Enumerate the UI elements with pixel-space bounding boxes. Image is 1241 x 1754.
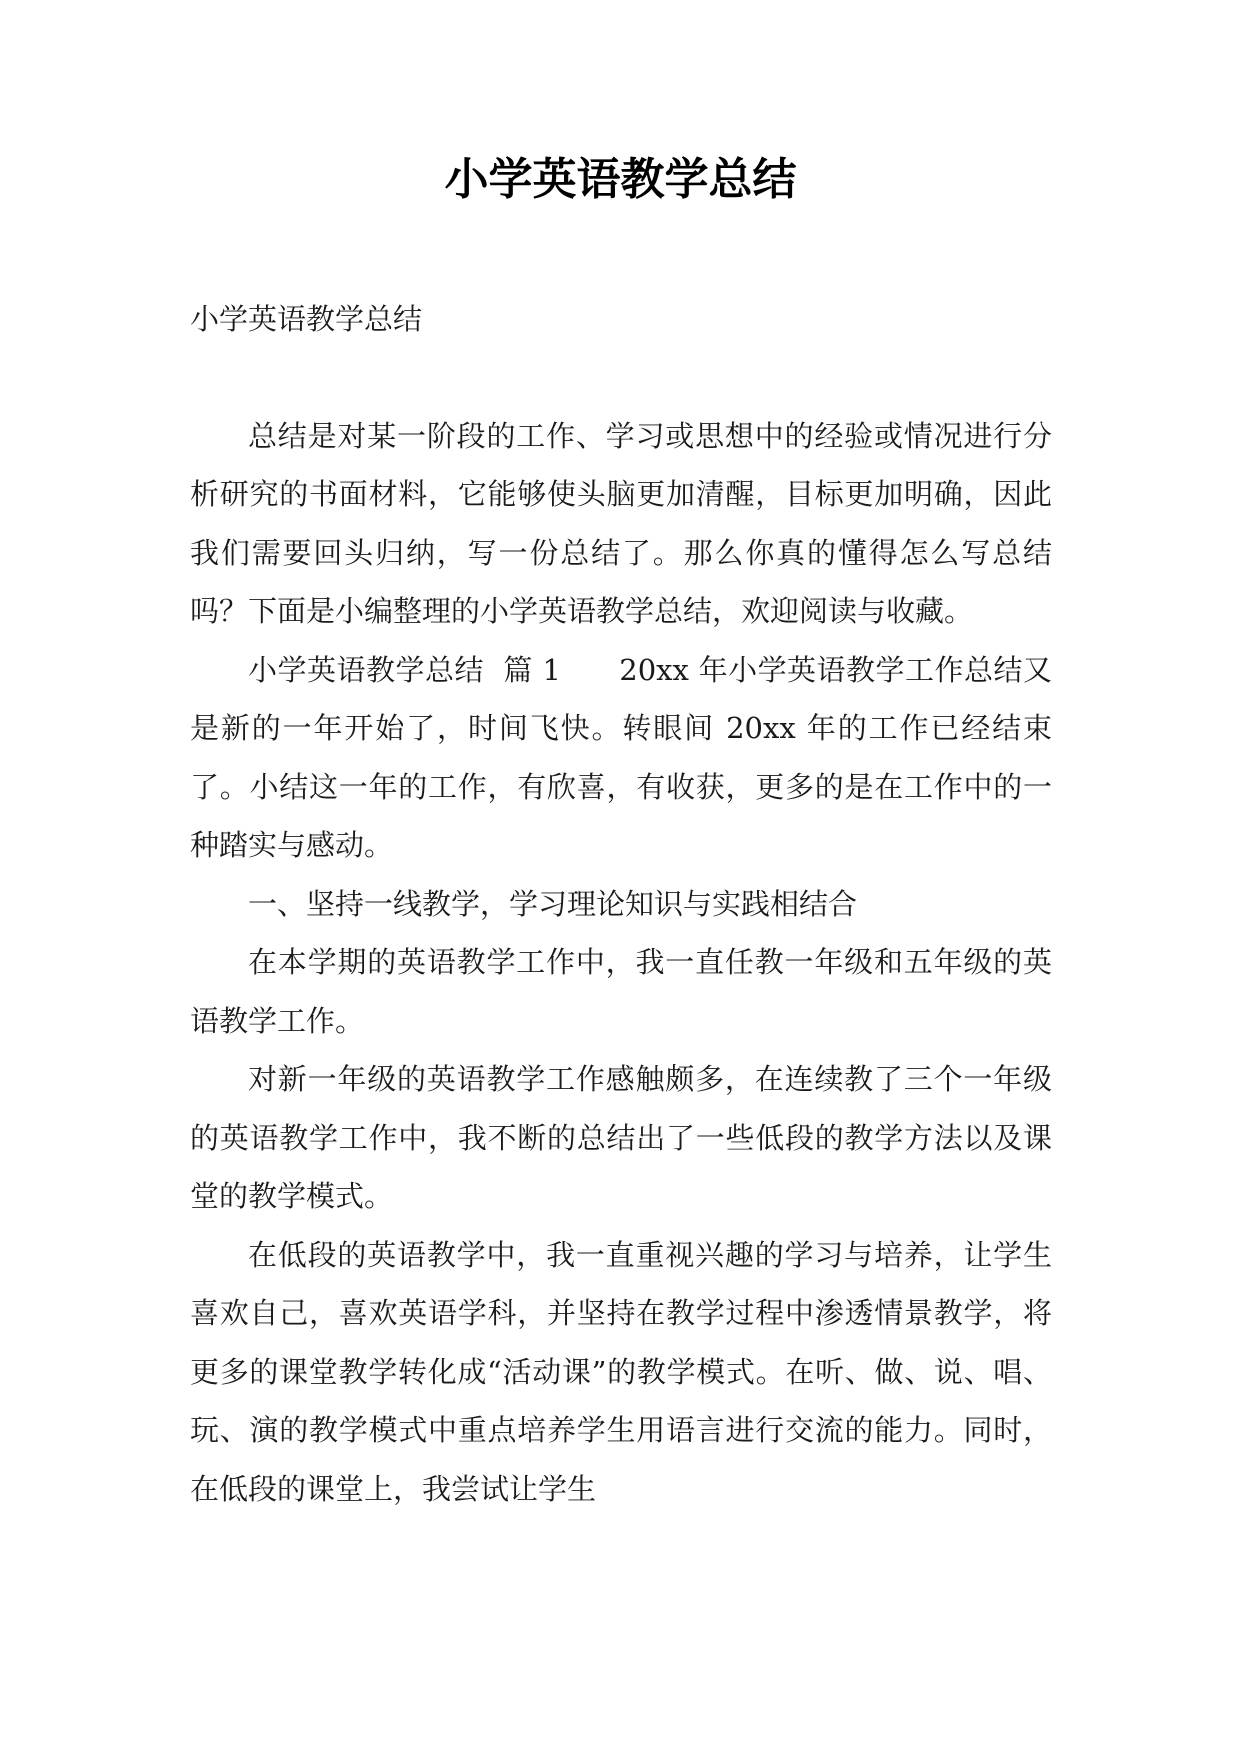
paragraph-teaching-grades: 在本学期的英语教学工作中，我一直任教一年级和五年级的英语教学工作。	[190, 945, 1052, 1038]
paragraph-first-grade: 对新一年级的英语教学工作感触颇多，在连续教了三个一年级的英语教学工作中，我不断的总结出了一些低段的教学方法以及课堂的教学模式。	[190, 1062, 1052, 1213]
paragraph-lower-grade-method: 在低段的英语教学中，我一直重视兴趣的学习与培养，让学生喜欢自己，喜欢英语学科，并坚持在教学过程中渗透情景教学，将更多的课堂教学转化成“活动课”的教学模式。在听、做、说、唱、玩、演的教学模式中重点培养学生用语言进行交流的能力。同时，在低段的课堂上，我尝试让学生	[190, 1237, 1052, 1506]
document-subtitle: 小学英语教学总结	[190, 302, 423, 336]
paragraph-part-1: 小学英语教学总结 篇 1 20xx 年小学英语教学工作总结又是新的一年开始了，时间飞快。转眼间 20xx 年的工作已经结束了。小结这一年的工作，有欣喜，有收获，更多的是在工作中的一种踏实与感动。	[190, 652, 1052, 862]
document-title: 小学英语教学总结	[444, 154, 797, 205]
paragraph-intro: 总结是对某一阶段的工作、学习或思想中的经验或情况进行分析研究的书面材料，它能够使头脑更加清醒，目标更加明确，因此我们需要回头归纳，写一份总结了。那么你真的懂得怎么写总结吗？下面是小编整理的小学英语教学总结，欢迎阅读与收藏。	[190, 418, 1052, 628]
section-heading-1: 一、坚持一线教学，学习理论知识与实践相结合	[248, 886, 858, 921]
document-body	[190, 290, 1052, 1518]
